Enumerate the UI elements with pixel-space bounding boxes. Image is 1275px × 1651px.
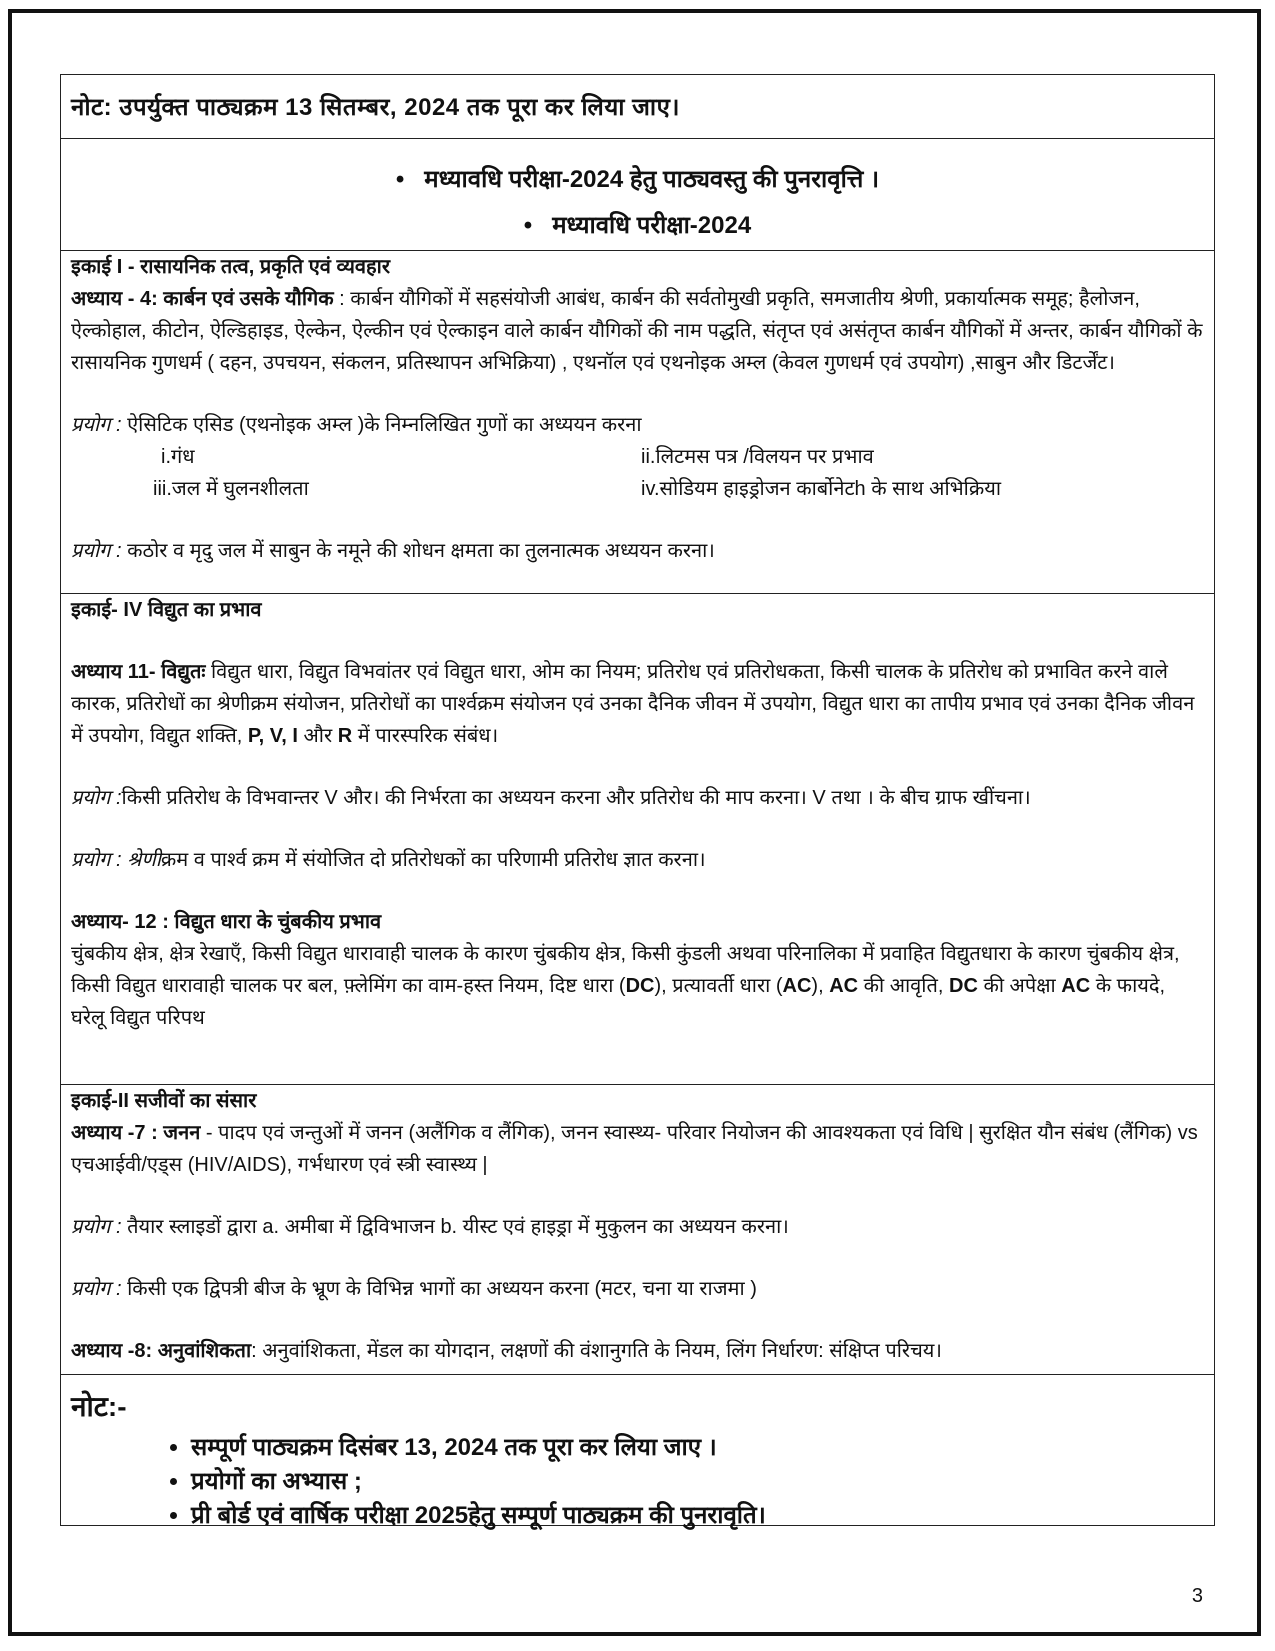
chapter-12-title: अध्याय- 12 : विद्युत धारा के चुंबकीय प्रभाव: [71, 911, 382, 933]
midterm-section: [61, 139, 1214, 251]
experiment-item: i.गंध: [161, 446, 195, 468]
unit-4-title: इकाई- IV विद्युत का प्रभाव: [71, 599, 262, 621]
note-top: [61, 75, 1214, 139]
midterm-bullet-1: • मध्यावधि परीक्षा-2024 हेतु पाठ्यवस्तु की पुनरावृत्ति ।: [395, 166, 880, 193]
unit-4-experiment-2: प्रयोग : श्रेणीक्रम व पार्श्व क्रम में संयोजित दो प्रतिरोधकों का परिणामी प्रतिरोध ज्ञात करना।: [71, 849, 706, 871]
chapter-12-text: चुंबकीय क्षेत्र, क्षेत्र रेखाएँ, किसी विद्युत धारावाही चालक के कारण चुंबकीय क्षेत्र, किसी कुंडली अथवा परिनालिका में प्रवाहित विद्युतधारा के कारण चुंबकीय क्षेत्र, किसी विद्युत धारावाही चालक पर बल, फ़्लेमिंग का वाम-हस्त नियम, दिष्ट धारा (DC), प्रत्यावर्ती धारा (AC), AC की आवृति, DC की अपेक्षा AC के फायदे, घरेलू विद्युत परिपथ: [71, 943, 1180, 1029]
note-bottom-list: [71, 1431, 1204, 1533]
unit-4-experiment-1: प्रयोग :किसी प्रतिरोध के विभवान्तर V और। की निर्भरता का अध्ययन करना और प्रतिरोध की माप करना। V तथा । के बीच ग्राफ खींचना।: [71, 787, 1031, 809]
note-item: • प्री बोर्ड एवं वार्षिक परीक्षा 2025हेतु सम्पूर्ण पाठ्यक्रम की पुनरावृति।: [191, 1499, 1204, 1533]
note-bottom: [61, 1375, 1214, 1529]
unit-1-experiment-1: प्रयोग : ऐसिटिक एसिड (एथनोइक अम्ल )के निम्नलिखित गुणों का अध्ययन करना: [71, 414, 642, 436]
unit-2-experiment-1: प्रयोग : तैयार स्लाइडों द्वारा a. अमीबा में द्विविभाजन b. यीस्ट एवं हाइड्रा में मुकुलन का अध्ययन करना।: [71, 1216, 789, 1238]
note-top-text: नोट: उपर्युक्त पाठ्यक्रम 13 सितम्बर, 2024 तक पूरा कर लिया जाए।: [71, 94, 681, 121]
midterm-bullet-2: • मध्यावधि परीक्षा-2024: [523, 212, 752, 239]
experiment-item: iv.सोडियम हाइड्रोजन कार्बोनेटh के साथ अभिक्रिया: [641, 478, 1002, 500]
unit-2-section: [61, 1085, 1214, 1375]
chapter-11: अध्याय 11- विद्युतः विद्युत धारा, विद्युत विभवांतर एवं विद्युत धारा, ओम का नियम; प्रतिरोध एवं प्रतिरोधकता, किसी चालक के प्रतिरोध को प्रभावित करने वाले कारक, प्रतिरोधों का श्रेणीक्रम संयोजन, प्रतिरोधों का पार्श्वक्रम संयोजन एवं उनका दैनिक जीवन में उपयोग, विद्युत धारा का तापीय प्रभाव एवं उनका दैनिक जीवन में उपयोग, विद्युत शक्ति, P, V, I और R में पारस्परिक संबंध।: [71, 661, 1195, 747]
experiment-item: iii.जल में घुलनशीलता: [153, 478, 309, 500]
note-item: • प्रयोगों का अभ्यास ;: [191, 1465, 1204, 1499]
note-bottom-heading: नोट:-: [71, 1391, 127, 1422]
chapter-8: अध्याय -8: अनुवांशिकता: अनुवांशिकता, मेंडल का योगदान, लक्षणों की वंशानुगति के नियम, लिंग निर्धारण: संक्षिप्त परिचय।: [71, 1340, 942, 1362]
unit-1-section: [61, 251, 1214, 594]
experiment-item: ii.लिटमस पत्र /विलयन पर प्रभाव: [641, 446, 874, 468]
unit-2-experiment-2: प्रयोग : किसी एक द्विपत्री बीज के भ्रूण के विभिन्न भागों का अध्ययन करना (मटर, चना या राजमा ): [71, 1278, 757, 1300]
unit-1-experiment-2: प्रयोग : कठोर व मृदु जल में साबुन के नमूने की शोधन क्षमता का तुलनात्मक अध्ययन करना।: [71, 540, 715, 562]
unit-2-title: इकाई-II सजीवों का संसार: [71, 1090, 257, 1112]
note-item: • सम्पूर्ण पाठ्यक्रम दिसंबर 13, 2024 तक पूरा कर लिया जाए ।: [191, 1431, 1204, 1465]
syllabus-table: [60, 74, 1215, 1529]
unit-4-section: [61, 594, 1214, 1085]
chapter-4: अध्याय - 4: कार्बन एवं उसके यौगिक : कार्बन यौगिकों में सहसंयोजी आबंध, कार्बन की सर्वतोमुखी प्रकृति, समजातीय श्रेणी, प्रकार्यात्मक समूह; हैलोजन, ऐल्कोहाल, कीटोन, ऐल्डिहाइड, ऐल्केन, ऐल्कीन एवं ऐल्काइन वाले कार्बन यौगिकों की नाम पद्धति, संतृप्त एवं असंतृप्त कार्बन यौगिकों में अन्तर, कार्बन यौगिकों के रासायनिक गुणधर्म ( दहन, उपचयन, संकलन, प्रतिस्थापन अभिक्रिया) , एथनॉल एवं एथनोइक अम्ल (केवल गुणधर्म एवं उपयोग) ,साबुन और डिटर्जेंट।: [71, 288, 1203, 374]
page-number: 3: [1191, 1585, 1203, 1607]
chapter-7: अध्याय -7 : जनन - पादप एवं जन्तुओं में जनन (अलैंगिक व लैंगिक), जनन स्वास्थ्य- परिवार नियोजन की आवश्यकता एवं विधि | सुरक्षित यौन संबंध (लैंगिक) vs एचआईवी/एड्स (HIV/AIDS), गर्भधारण एवं स्त्री स्वास्थ्य |: [71, 1122, 1198, 1176]
unit-1-title: इकाई I - रासायनिक तत्व, प्रकृति एवं व्यवहार: [71, 256, 391, 278]
